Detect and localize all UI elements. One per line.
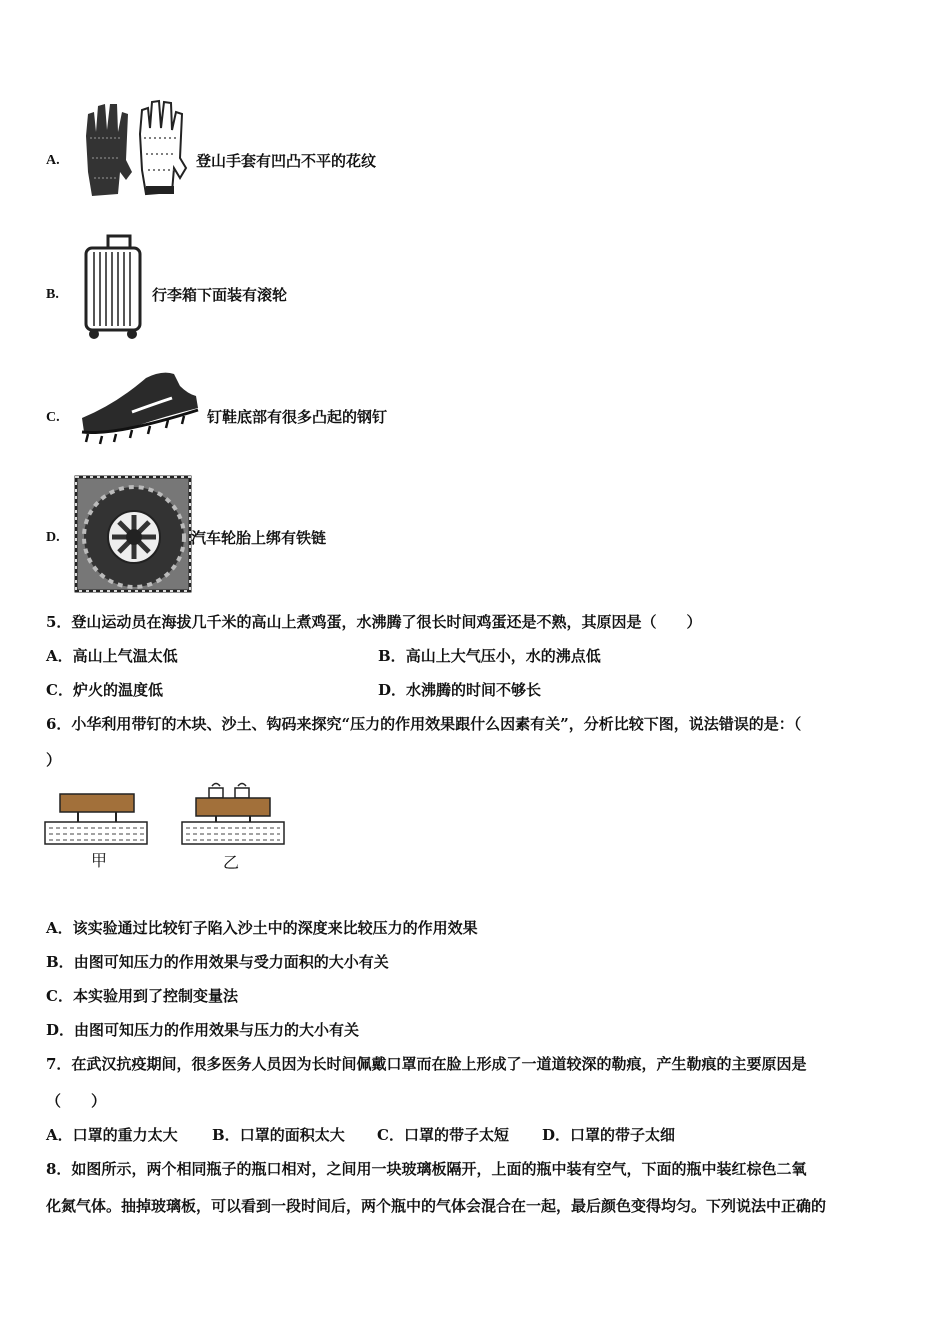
option-text: 钉鞋底部有很多凸起的钢钉: [207, 408, 388, 426]
option-d: [542, 1125, 675, 1145]
option-c: [377, 1125, 509, 1145]
option-text: 高山上大气压小，水的沸点低: [405, 647, 601, 665]
option-d: [46, 1020, 359, 1040]
experiment-figure-jia: [44, 790, 148, 846]
spike-shoe-icon: [76, 364, 202, 448]
option-letter: A.: [46, 153, 60, 168]
option-text: 由图可知压力的作用效果与受力面积的大小有关: [73, 953, 389, 971]
option-b: [46, 952, 389, 972]
option-text: 登山手套有凹凸不平的花纹: [196, 152, 377, 170]
question-stem-line2: 化氮气体。抽掉玻璃板，可以看到一段时间后，两个瓶中的气体会混合在一起，最后颜色变得均匀。下列说法中正确的: [46, 1197, 827, 1215]
question-stem-line1: 8．如图所示，两个相同瓶子的瓶口相对，之间用一块玻璃板隔开，上面的瓶中装有空气，下面的瓶中装红棕色二氧: [46, 1160, 807, 1178]
chained-tire-icon: [74, 475, 192, 593]
option-a: [46, 918, 478, 938]
option-letter: A．: [46, 647, 73, 665]
option-text: 炉火的温度低: [72, 681, 163, 699]
question-stem-line1: 6．小华利用带钉的木块、沙土、钩码来探究“压力的作用效果跟什么因素有关”，分析比较下图，说法错误的是：（: [46, 715, 802, 733]
option-letter: C．: [46, 987, 73, 1005]
option-letter: B．: [46, 953, 74, 971]
figure-label-jia: 甲: [91, 851, 108, 870]
option-letter: B.: [46, 287, 59, 302]
option-letter: D．: [378, 681, 407, 699]
option-text: 由图可知压力的作用效果与压力的大小有关: [74, 1021, 360, 1039]
experiment-figure-yi: [180, 780, 286, 846]
option-d: [378, 680, 541, 700]
figure-label-yi: 乙: [223, 853, 240, 872]
option-text: 口罩的面积太大: [239, 1126, 345, 1144]
option-c: [46, 986, 238, 1006]
option-letter: C．: [377, 1126, 404, 1144]
option-letter: D．: [542, 1126, 571, 1144]
suitcase-icon: [80, 232, 144, 342]
option-c: [46, 680, 163, 700]
question-stem-line2: （ ）: [46, 1092, 107, 1110]
question-stem-line2: ）: [46, 751, 62, 769]
option-a: [46, 1125, 178, 1145]
option-letter: A．: [46, 1126, 73, 1144]
option-text: 口罩的带子太短: [403, 1126, 509, 1144]
option-a: [46, 646, 178, 666]
option-text: 该实验通过比较钉子陷入沙土中的深度来比较压力的作用效果: [72, 919, 478, 937]
option-text: 水沸腾的时间不够长: [406, 681, 542, 699]
gloves-icon: [78, 98, 192, 208]
option-letter: B．: [378, 647, 406, 665]
option-text: 汽车轮胎上绑有铁链: [191, 529, 327, 547]
option-b: [378, 646, 601, 666]
option-text: 本实验用到了控制变量法: [72, 987, 238, 1005]
question-stem-line1: 7．在武汉抗疫期间，很多医务人员因为长时间佩戴口罩而在脸上形成了一道道较深的勒痕，产生勒痕的主要原因是: [46, 1055, 807, 1073]
option-b: [212, 1125, 345, 1145]
option-letter: B．: [212, 1126, 240, 1144]
question-stem: 5．登山运动员在海拔几千米的高山上煮鸡蛋，水沸腾了很长时间鸡蛋还是不熟，其原因是（ ）: [46, 613, 702, 631]
option-text: 高山上气温太低: [72, 647, 178, 665]
option-letter: D.: [46, 530, 60, 545]
option-letter: A．: [46, 919, 73, 937]
option-letter: D．: [46, 1021, 75, 1039]
option-letter: C.: [46, 410, 60, 425]
option-text: 口罩的重力太大: [72, 1126, 178, 1144]
option-letter: C．: [46, 681, 73, 699]
option-text: 行李箱下面装有滚轮: [152, 286, 288, 304]
option-text: 口罩的带子太细: [570, 1126, 676, 1144]
